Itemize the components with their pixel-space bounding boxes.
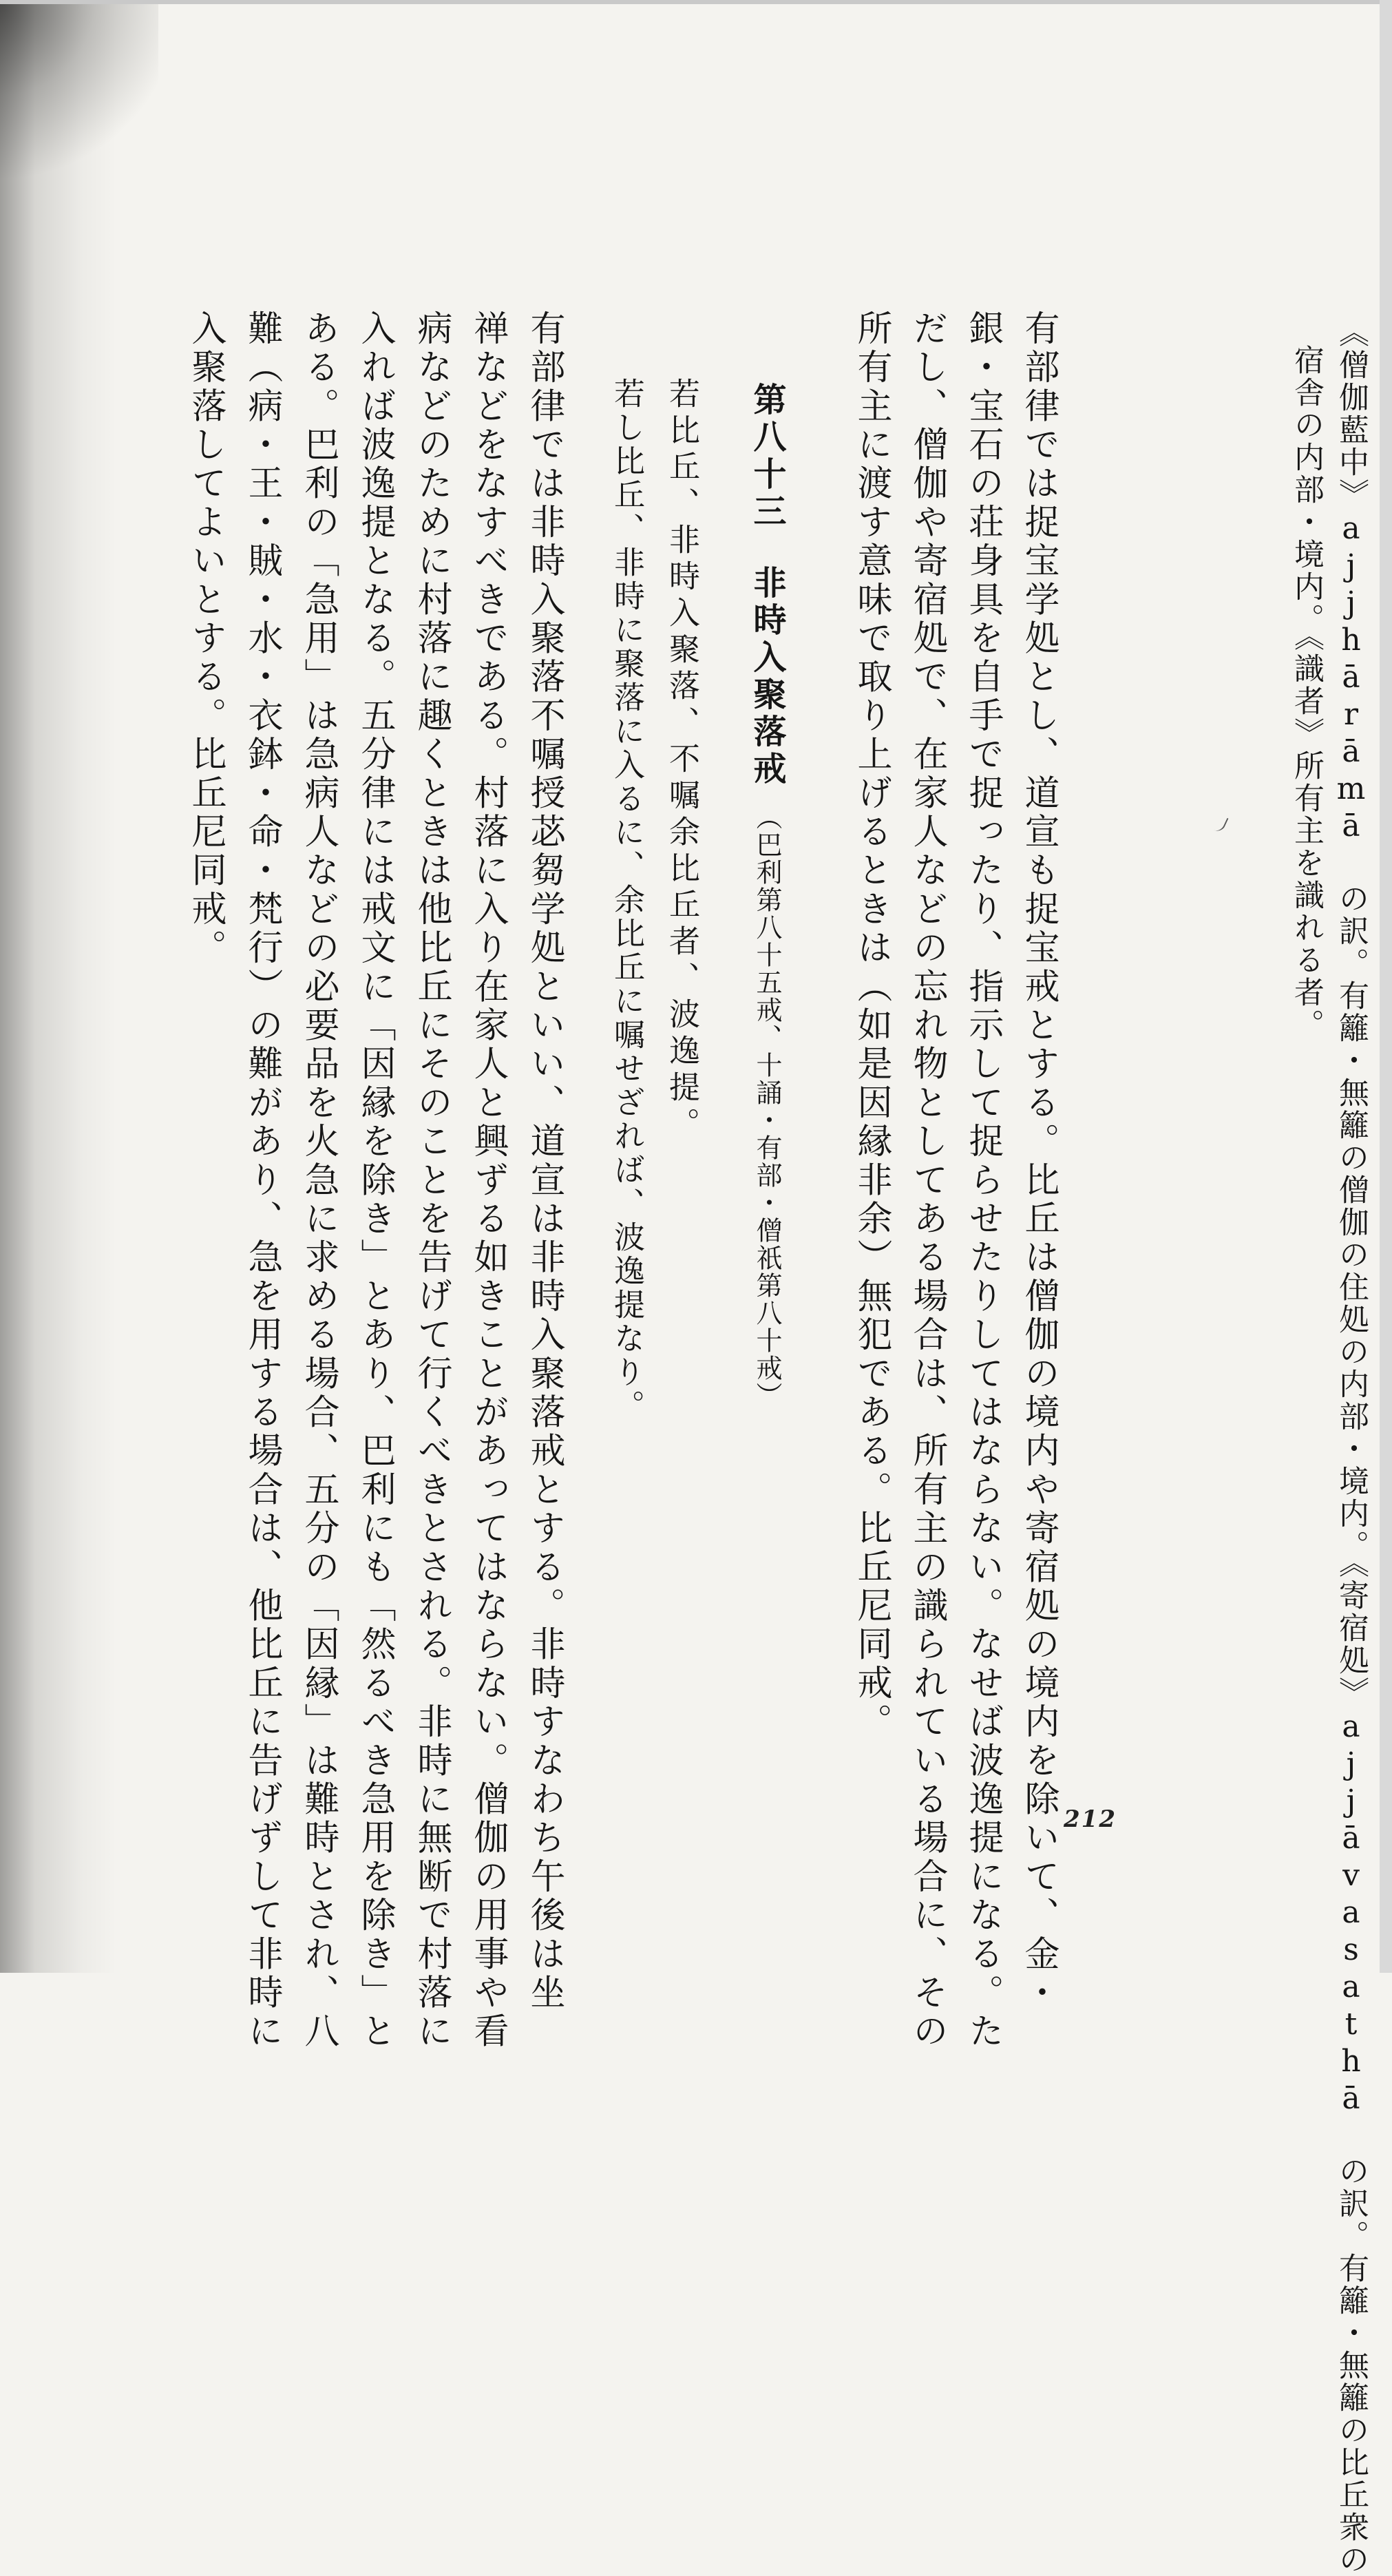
scan-edge-right [1380,0,1392,1973]
section-heading [748,382,786,1410]
pencil-mark [1214,815,1228,834]
section-sources: （巴利第八十五戒、十誦・有部・僧祇第八十戒） [752,804,782,1410]
page-number: 212 [1064,1805,1117,1833]
paragraph-1-line-3: だし、僧伽や寄宿処で、在家人などの忘れ物としてある場合は、所有主の識られている場合に、その [907,310,947,2051]
note-line-1: 《僧伽藍中》ajjhārāmā の訳。有籬・無籬の僧伽の住処の内部・境内。《寄宿処》ajjāvasathā の訳。有籬・無籬の比丘衆の [1333,317,1369,2576]
paragraph-2-line-6: 難（病・王・賊・水・衣鉢・命・梵行）の難があり、急を用する場合は、他比丘に告げずして非時に [242,310,282,2051]
scan-edge-top [0,0,1392,4]
scan-corner-shadow [0,0,158,179]
paragraph-1-line-2: 銀・宝石の荘身具を自手で捉ったり、指示して捉らせたりしてはならない。なせば波逸提になる。た [962,310,1003,2051]
paragraph-1-line-4: 所有主に渡す意味で取り上げるときは（如是因縁非余）無犯である。比丘尼同戒。 [851,310,892,1742]
paragraph-2-line-2: 禅などをなすべきである。村落に入り在家人と興ずる如きことがあってはならない。僧伽の用事や看 [467,310,508,2051]
precept-translation: 若し比丘、非時に聚落に入るに、余比丘に嘱せざれば、波逸提なり。 [609,377,645,1423]
note-line-2: 宿舎の内部・境内。《識者》所有主を識れる者。 [1289,344,1324,1041]
paragraph-2-line-5: ある。巴利の「急用」は急病人などの必要品を火急に求める場合、五分の「因縁」は難時とされ、八 [298,310,339,2051]
section-number: 第八十三 [748,382,786,531]
precept-kanbun: 若比丘、非時入聚落、不嘱余比丘者、波逸提。 [664,377,700,1144]
section-title: 非時入聚落戒 [748,565,786,788]
paragraph-2-line-4: 入れば波逸提となる。五分律には戒文に「因縁を除き」とあり、巴利にも「然るべき急用を除き」と [355,310,395,2051]
paragraph-1-line-1: 有部律では捉宝学処とし、道宣も捉宝戒とする。比丘は僧伽の境内や寄宿処の境内を除いて、金・ [1018,310,1059,2013]
scan-shadow-left [0,0,117,1973]
paragraph-2-line-3: 病などのために村落に趣くときは他比丘にそのことを告げて行くべきとされる。非時に無断で村落に [411,310,452,2051]
paragraph-2-line-7: 入聚落してよいとする。比丘尼同戒。 [185,310,226,968]
paragraph-2-line-1: 有部律では非時入聚落不嘱授苾芻学処といい、道宣は非時入聚落戒とする。非時すなわち午後は坐 [524,310,565,2013]
